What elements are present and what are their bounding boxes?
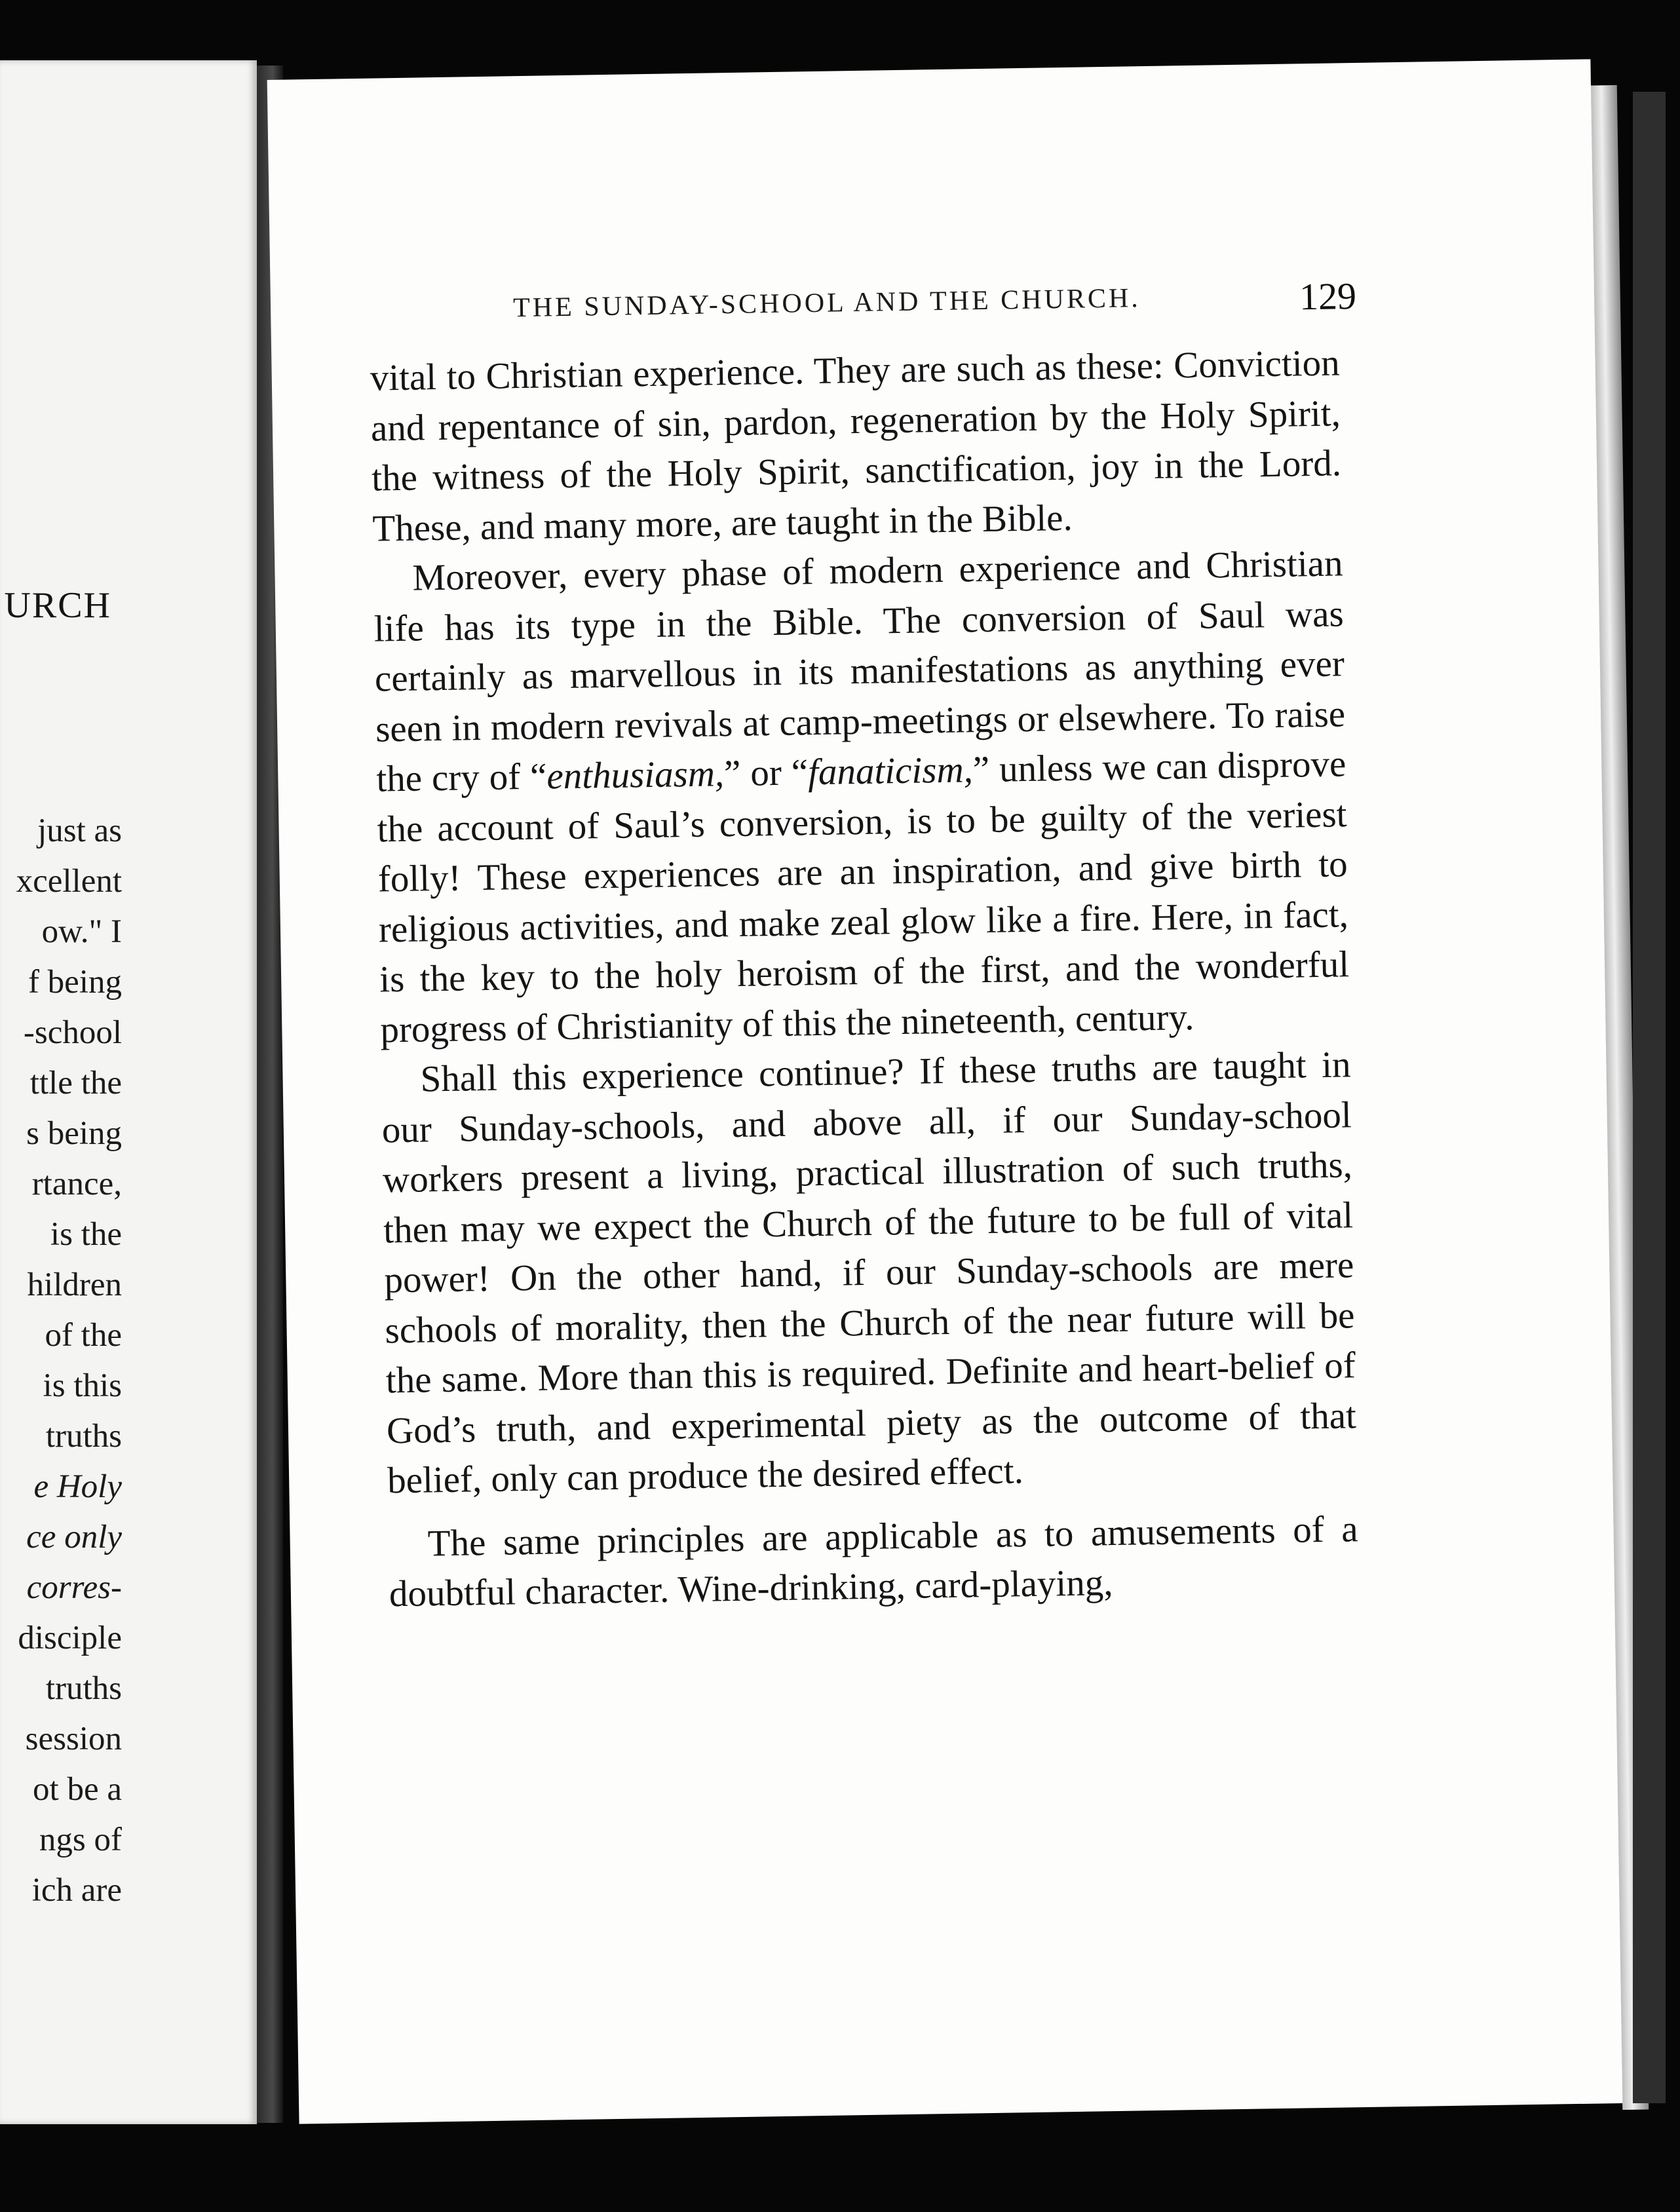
- paragraph-1: vital to Christian experience. They are such as these: Conviction and repentance of sin, pardon, regeneration by the Holy Spirit, the witness of the Holy Spirit, sanctification, joy in the Lord. These, and many more, are taught in the Bible.: [370, 342, 1342, 550]
- facing-line: ow." I: [41, 913, 122, 950]
- facing-line: is the: [50, 1216, 122, 1253]
- facing-line: just as: [37, 812, 122, 849]
- book-page: [267, 59, 1623, 2124]
- facing-line: e Holy: [33, 1468, 122, 1505]
- facing-line: xcellent: [16, 863, 122, 900]
- page-body: [370, 338, 1359, 1620]
- facing-line: of the: [45, 1317, 122, 1354]
- facing-line: is this: [43, 1367, 122, 1404]
- facing-line: ttle the: [29, 1065, 122, 1101]
- running-head: THE SUNDAY-SCHOOL AND THE CHURCH.: [512, 283, 1141, 324]
- paragraph-3: Shall this experience continue? If these truths are taught in our Sunday-schools, and above all, if our Sunday-school workers present a living, practical illustration of such truths, then may we expect the Church of the future to be full of vital power! On the other hand, if our Sunday-schools are mere schools of morality, then the Church of the near future will be the same. More than this is required. Definite and heart-belief of God’s truth, and experimental piety as the outcome of that belief, only can produce the desired effect.: [381, 1044, 1357, 1502]
- paragraph-4: The same principles are applicable as to amusements of a doubtful character. Wine-drinking, card-playing,: [389, 1508, 1359, 1615]
- facing-line: truths: [45, 1418, 122, 1455]
- facing-line: ngs of: [39, 1821, 122, 1858]
- facing-page: [0, 60, 257, 2124]
- facing-line: hildren: [27, 1267, 122, 1303]
- facing-line: ot be a: [33, 1771, 122, 1808]
- facing-line: truths: [45, 1670, 122, 1707]
- facing-line: f being: [28, 964, 122, 1001]
- facing-line: session: [25, 1721, 122, 1757]
- facing-line: rtance,: [31, 1166, 122, 1202]
- italic-fanaticism: fanaticism,: [807, 749, 974, 793]
- italic-enthusiasm: enthusiasm,: [546, 753, 725, 797]
- book-cover-edge: [1633, 92, 1666, 2103]
- facing-line: corres-: [26, 1569, 122, 1606]
- paragraph-2: Moreover, every phase of modern experience and Christian life has its type in the Bible. The conversion of Saul was certainly as marvellous in its manifestations as anything ever seen in modern revivals at camp-meetings or elsewhere. To raise the cry of “enthusiasm,” or “fanaticism,” unless we can disprove the account of Saul’s conversion, is to be guilty of the veriest folly! These experiences are an inspiration, and give birth to religious activities, and make zeal glow like a fire. Here, in fact, is the key to the holy heroism of the first, and the wonderful progress of Christianity of this the nineteenth, century.: [373, 543, 1350, 1051]
- facing-line: ich are: [31, 1872, 122, 1909]
- facing-page-text: [0, 806, 122, 1916]
- facing-line: ce only: [26, 1519, 122, 1555]
- facing-line: disciple: [18, 1620, 122, 1656]
- page-number: 129: [1299, 274, 1357, 318]
- facing-line: -school: [23, 1014, 122, 1051]
- facing-page-heading-fragment: URCH: [4, 585, 111, 626]
- facing-line: s being: [26, 1115, 122, 1152]
